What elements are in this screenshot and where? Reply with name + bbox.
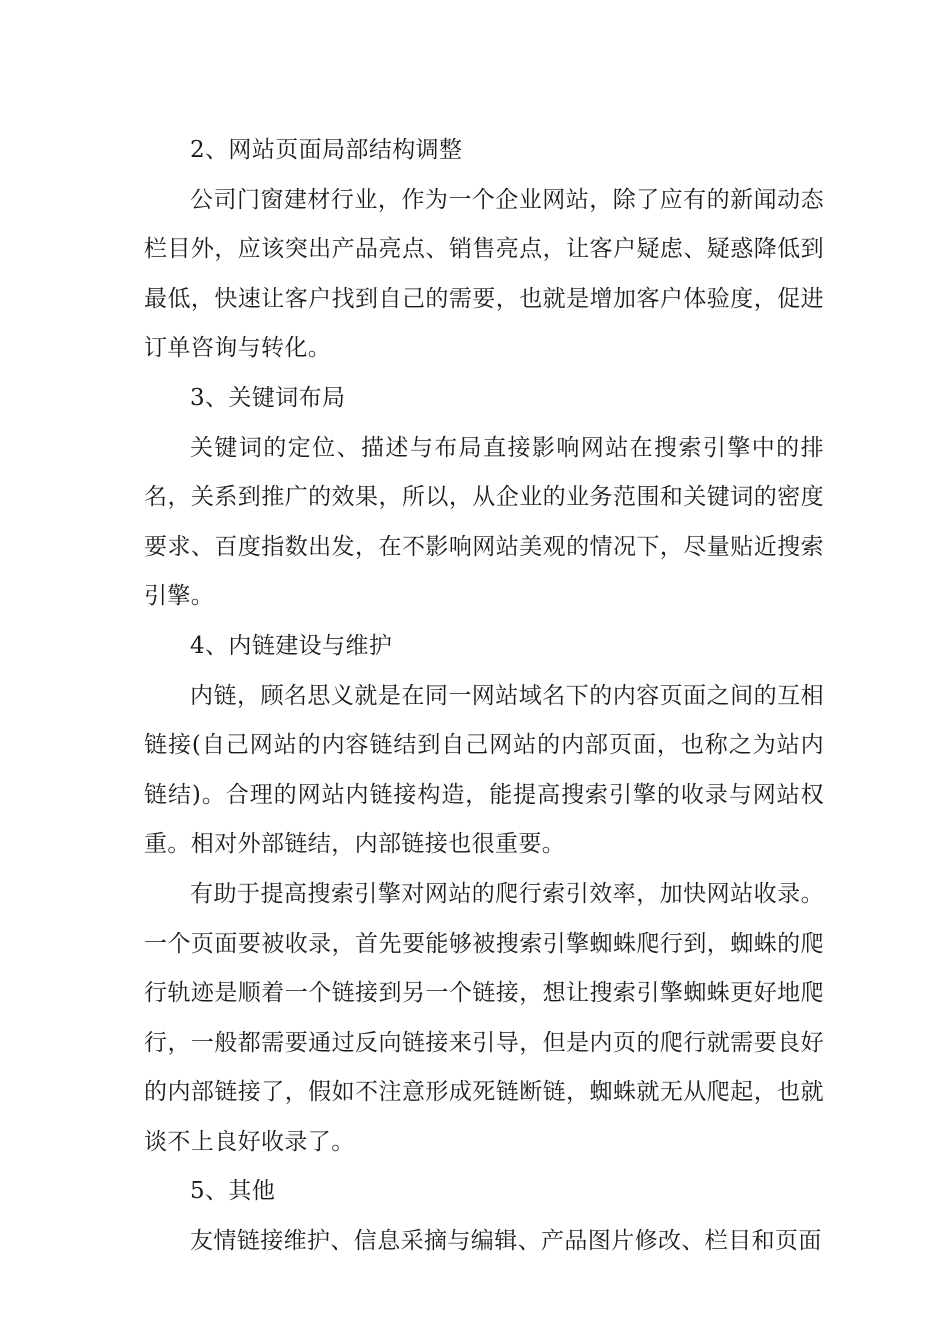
section-heading-5: 5、其他 — [190, 1178, 276, 1205]
paragraph-keyword-layout: 关键词的定位、描述与布局直接影响网站在搜索引擎中的排名，关系到推广的效果，所以，从企业的业务范围和关键词的密度要求、百度指数出发，在不影响网站美观的情况下，尽量贴近搜索引擎。 — [144, 434, 824, 610]
paragraph-other: 友情链接维护、信息采摘与编辑、产品图片修改、栏目和页面 — [190, 1228, 822, 1255]
paragraph-crawl-efficiency: 有助于提高搜索引擎对网站的爬行索引效率，加快网站收录。一个页面要被收录，首先要能够被搜索引擎蜘蛛爬行到，蜘蛛的爬行轨迹是顺着一个链接到另一个链接，想让搜索引擎蜘蛛更好地爬行，一般都需要通过反向链接来引导，但是内页的爬行就需要良好的内部链接了，假如不注意形成死链断链，蜘蛛就无从爬起，也就谈不上良好收录了。 — [144, 880, 824, 1155]
section-heading-3: 3、关键词布局 — [190, 384, 346, 411]
paragraph-internal-links: 内链，顾名思义就是在同一网站域名下的内容页面之间的互相链接(自己网站的内容链结到自己网站的内部页面，也称之为站内链结)。合理的网站内链接构造，能提高搜索引擎的收录与网站权重。相对外部链结，内部链接也很重要。 — [144, 682, 824, 858]
section-heading-4: 4、内链建设与维护 — [190, 632, 393, 659]
document-body — [144, 126, 824, 1267]
section-heading-2: 2、网站页面局部结构调整 — [190, 137, 463, 163]
paragraph-page-structure: 公司门窗建材行业，作为一个企业网站，除了应有的新闻动态栏目外，应该突出产品亮点、销售亮点，让客户疑虑、疑惑降低到最低，快速让客户找到自己的需要，也就是增加客户体验度，促进订单咨询与转化。 — [144, 186, 824, 362]
